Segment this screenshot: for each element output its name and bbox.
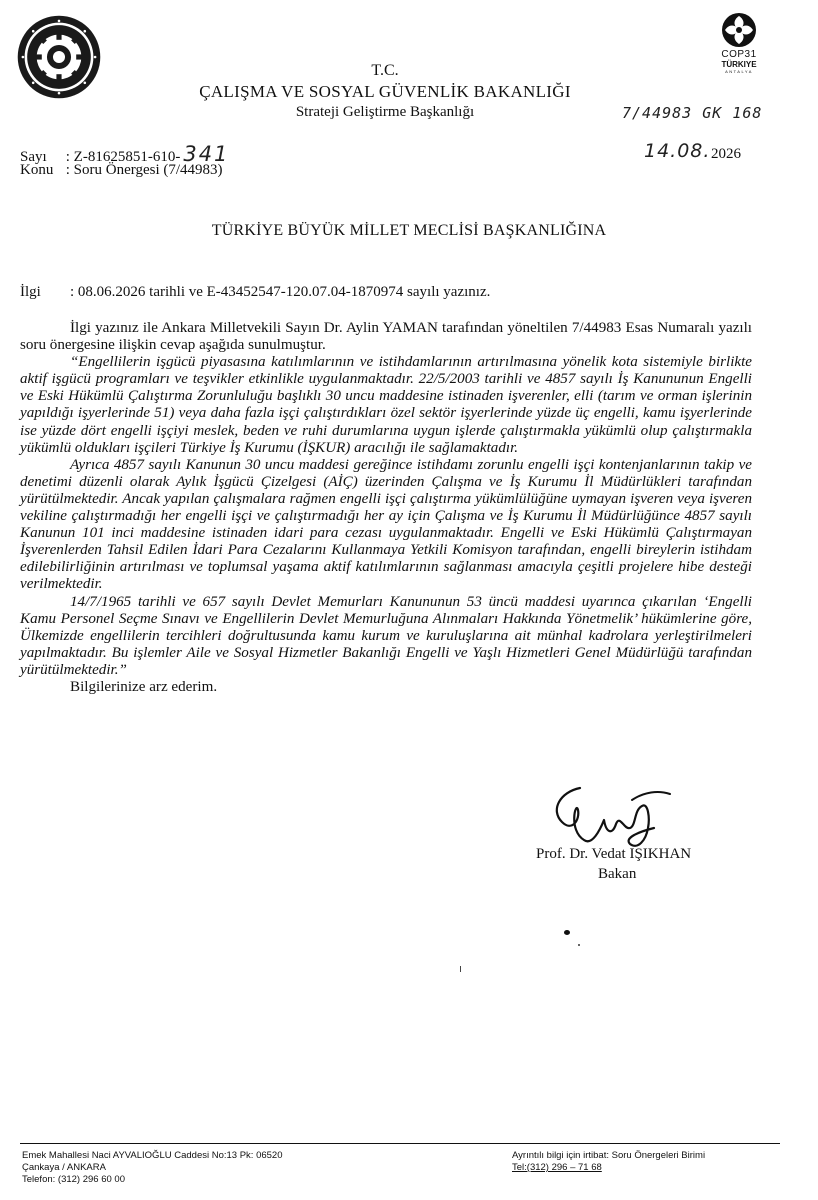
konu-label: Konu [20, 162, 54, 178]
body-paragraph-quota: “Engellilerin işgücü piyasasına katılımlarının ve istihdamlarının artırılmasına yönelik kota sistemiyle birlikte aktif işgücü programları ve teşvikler etkinlikle uygulanmaktadır. 22/5/2003 tarihli ve 4857 sayılı İş Kanununun Engelli ve Eski Hükümlü Çalıştırma Zorunluluğu başlıklı 30 uncu maddesine istinaden işverenler, elli (tarım ve orman işlerinin yapıldığı işyerlerinde 51) veya daha fazla işçi çalıştırdıkları özel sektör işyerlerinde yüzde üç engelli, kamu işyerlerinde ise yüzde dört engelli işçiyi meslek, beden ve ruhi durumlarına uygun işlerde çalıştırmakla yükümlü olup çalıştırmakla yükümlü oldukları işçileri Türkiye İş Kurumu (İŞKUR) aracılığı ile sağlamaktadır. [20, 354, 752, 456]
handwritten-date: 14.08. [644, 140, 711, 162]
ilgi-value: : 08.06.2026 tarihli ve E-43452547-120.07.04-1870974 sayılı yazınız. [70, 284, 491, 300]
letter-body [20, 320, 752, 696]
date-year: 2026 [711, 146, 741, 162]
handwritten-reference: 7/44983 GK 168 [622, 104, 763, 122]
footer-address-line1: Emek Mahallesi Naci AYVALIOĞLU Caddesi No:13 Pk: 06520 [22, 1150, 283, 1161]
body-paragraph-penalties: Ayrıca 4857 sayılı Kanunun 30 uncu maddesi gereğince istihdamı zorunlu engelli işçi kontenjanlarının takip ve denetimi düzenli olarak Aylık İşgücü Çizelgesi (AİÇ) üzerinden Çalışma ve İş Kurumu İl Müdürlükleri tarafından yürütülmektedir. Ancak yapılan çalışmalara rağmen engelli işçi çalıştırma yükümlülüğüne uymayan işveren veya işveren vekiline çalıştırmadığı her engelli işçi ve çalıştırmadığı her ay için Çalışma ve İş Kurumu İl Müdürlüğünce 4857 sayılı Kanunun 101 inci maddesine istinaden idari para cezası uygulanmaktadır. Engelli ve Eski Hükümlü Çalıştırmayan İşverenlerden Tahsil Edilen İdari Para Cezalarını Kullanmaya Yetkili Komisyon tarafından, engelli bireylerin istihdam edilebilirliğinin artırılması ve toplumsal yaşama aktif katılımlarının sağlanması amacıyla çeşitli projelere hibe desteği verilmektedir. [20, 456, 752, 593]
handwritten-number: 341 [183, 142, 230, 166]
konu-row [20, 162, 223, 179]
cop31-logo [694, 10, 784, 74]
signer-name: Prof. Dr. Vedat IŞIKHAN [536, 846, 692, 862]
konu-value: : Soru Önergesi (7/44983) [65, 162, 223, 178]
sayi-value: : Z-81625851-610- [65, 149, 181, 165]
ilgi-label: İlgi [20, 284, 41, 300]
header-ministry: ÇALIŞMA VE SOSYAL GÜVENLİK BAKANLIĞI [199, 82, 571, 101]
ink-mark [564, 930, 570, 935]
addressee: TÜRKİYE BÜYÜK MİLLET MECLİSİ BAŞKANLIĞINA [211, 222, 607, 239]
ilgi-row [20, 284, 490, 301]
cop31-title: COP31 [721, 49, 757, 60]
ink-mark [460, 966, 461, 972]
footer-phone: Telefon: (312) 296 60 00 [22, 1174, 125, 1185]
cop31-country: TÜRKIYE [721, 60, 757, 69]
footer-contact-phone: Tel:(312) 296 – 71 68 [512, 1162, 602, 1173]
handwritten-signature-icon [520, 770, 700, 856]
body-paragraph-closing: Bilgilerinize arz ederim. [70, 678, 218, 695]
cop31-city: ANTALYA [725, 69, 753, 74]
footer-contact-label: Ayrıntılı bilgi için irtibat: Soru Önergeleri Birimi [512, 1150, 706, 1161]
body-paragraph-public-employment: 14/7/1965 tarihli ve 657 sayılı Devlet Memurları Kanununun 53 üncü maddesi uyarınca çıkarılan ‘Engelli Kamu Personel Seçme Sınavı ve Engellilerin Devlet Memurluğuna Alınmaları Hakkında Yönetmelik’ hükümlerine göre, Ülkemizde engellilerin tercihleri doğrultusunda kamu kurum ve kuruluşlarına ait münhal kadrolara yerleştirilmeleri yapılmaktadır. Bu işlemler Aile ve Sosyal Hizmetler Bakanlığı Engelli ve Yaşlı Hizmetleri Genel Müdürlüğü tarafından yürütülmektedir.” [20, 593, 752, 678]
sayi-label: Sayı [20, 149, 47, 165]
header-department: Strateji Geliştirme Başkanlığı [295, 104, 475, 120]
footer-address [22, 1150, 283, 1186]
footer-address-line2: Çankaya / ANKARA [22, 1162, 106, 1173]
header-tc: T.C. [371, 62, 399, 79]
cop31-emblem-icon [719, 10, 759, 50]
ministry-seal-icon [16, 14, 102, 100]
body-paragraph-intro: İlgi yazınız ile Ankara Milletvekili Sayın Dr. Aylin YAMAN tarafından yöneltilen 7/44983 Esas Numaralı yazılı soru önergesine ilişkin cevap aşağıda sunulmuştur. [20, 320, 752, 354]
signer-title: Bakan [598, 866, 637, 882]
footer-contact [512, 1150, 705, 1174]
ink-mark [578, 944, 580, 946]
footer-divider [20, 1143, 780, 1144]
